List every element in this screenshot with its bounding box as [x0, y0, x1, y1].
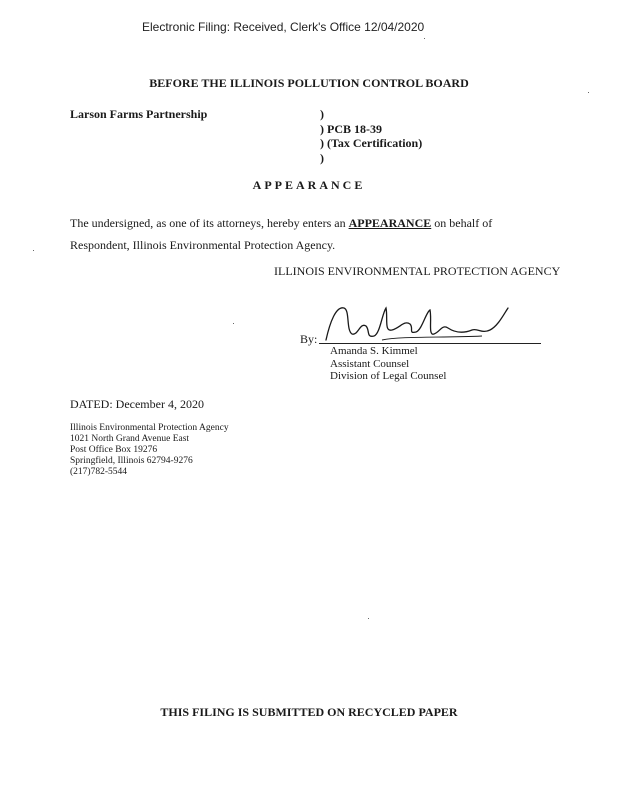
electronic-filing-stamp: Electronic Filing: Received, Clerk's Office 12/04/2020 — [142, 20, 425, 34]
party-name: Larson Farms Partnership — [70, 107, 208, 121]
scan-speck — [233, 323, 234, 324]
address-line: (217)782-5544 — [70, 467, 127, 477]
scan-speck — [588, 92, 589, 93]
signer-name: Amanda S. Kimmel — [330, 345, 418, 357]
caption-line: ) — [320, 107, 324, 121]
case-caption — [320, 107, 422, 165]
appearance-statement — [70, 212, 540, 256]
agency-signature-block: ILLINOIS ENVIRONMENTAL PROTECTION AGENCY — [274, 264, 561, 278]
statement-emphasis: APPEARANCE — [348, 216, 432, 230]
board-title: BEFORE THE ILLINOIS POLLUTION CONTROL BOARD — [149, 76, 469, 90]
case-number: ) PCB 18-39 — [320, 121, 382, 136]
handwritten-signature — [322, 300, 512, 346]
by-label: By: — [300, 332, 318, 346]
scan-speck — [368, 618, 369, 619]
address-line: 1021 North Grand Avenue East — [70, 434, 190, 444]
document-heading: APPEARANCE — [252, 178, 366, 192]
statement-text: on behalf of Respondent, Illinois Environmental Protection Agency. — [70, 216, 493, 252]
address-line: Post Office Box 19276 — [70, 445, 158, 455]
date-line: DATED: December 4, 2020 — [70, 397, 204, 411]
recycled-paper-footer: THIS FILING IS SUBMITTED ON RECYCLED PAPER — [160, 705, 458, 719]
address-line: Springfield, Illinois 62794-9276 — [70, 456, 193, 466]
signer-block — [330, 345, 446, 383]
scan-speck — [33, 250, 34, 251]
agency-address — [70, 423, 229, 478]
scan-speck — [424, 38, 425, 39]
statement-text: The undersigned, as one of its attorneys, hereby enters an — [70, 216, 349, 230]
caption-line: ) — [320, 150, 324, 165]
address-line: Illinois Environmental Protection Agency — [70, 423, 229, 433]
case-type: ) (Tax Certification) — [320, 136, 423, 150]
signer-division: Division of Legal Counsel — [330, 370, 447, 382]
signer-title: Assistant Counsel — [330, 357, 410, 370]
